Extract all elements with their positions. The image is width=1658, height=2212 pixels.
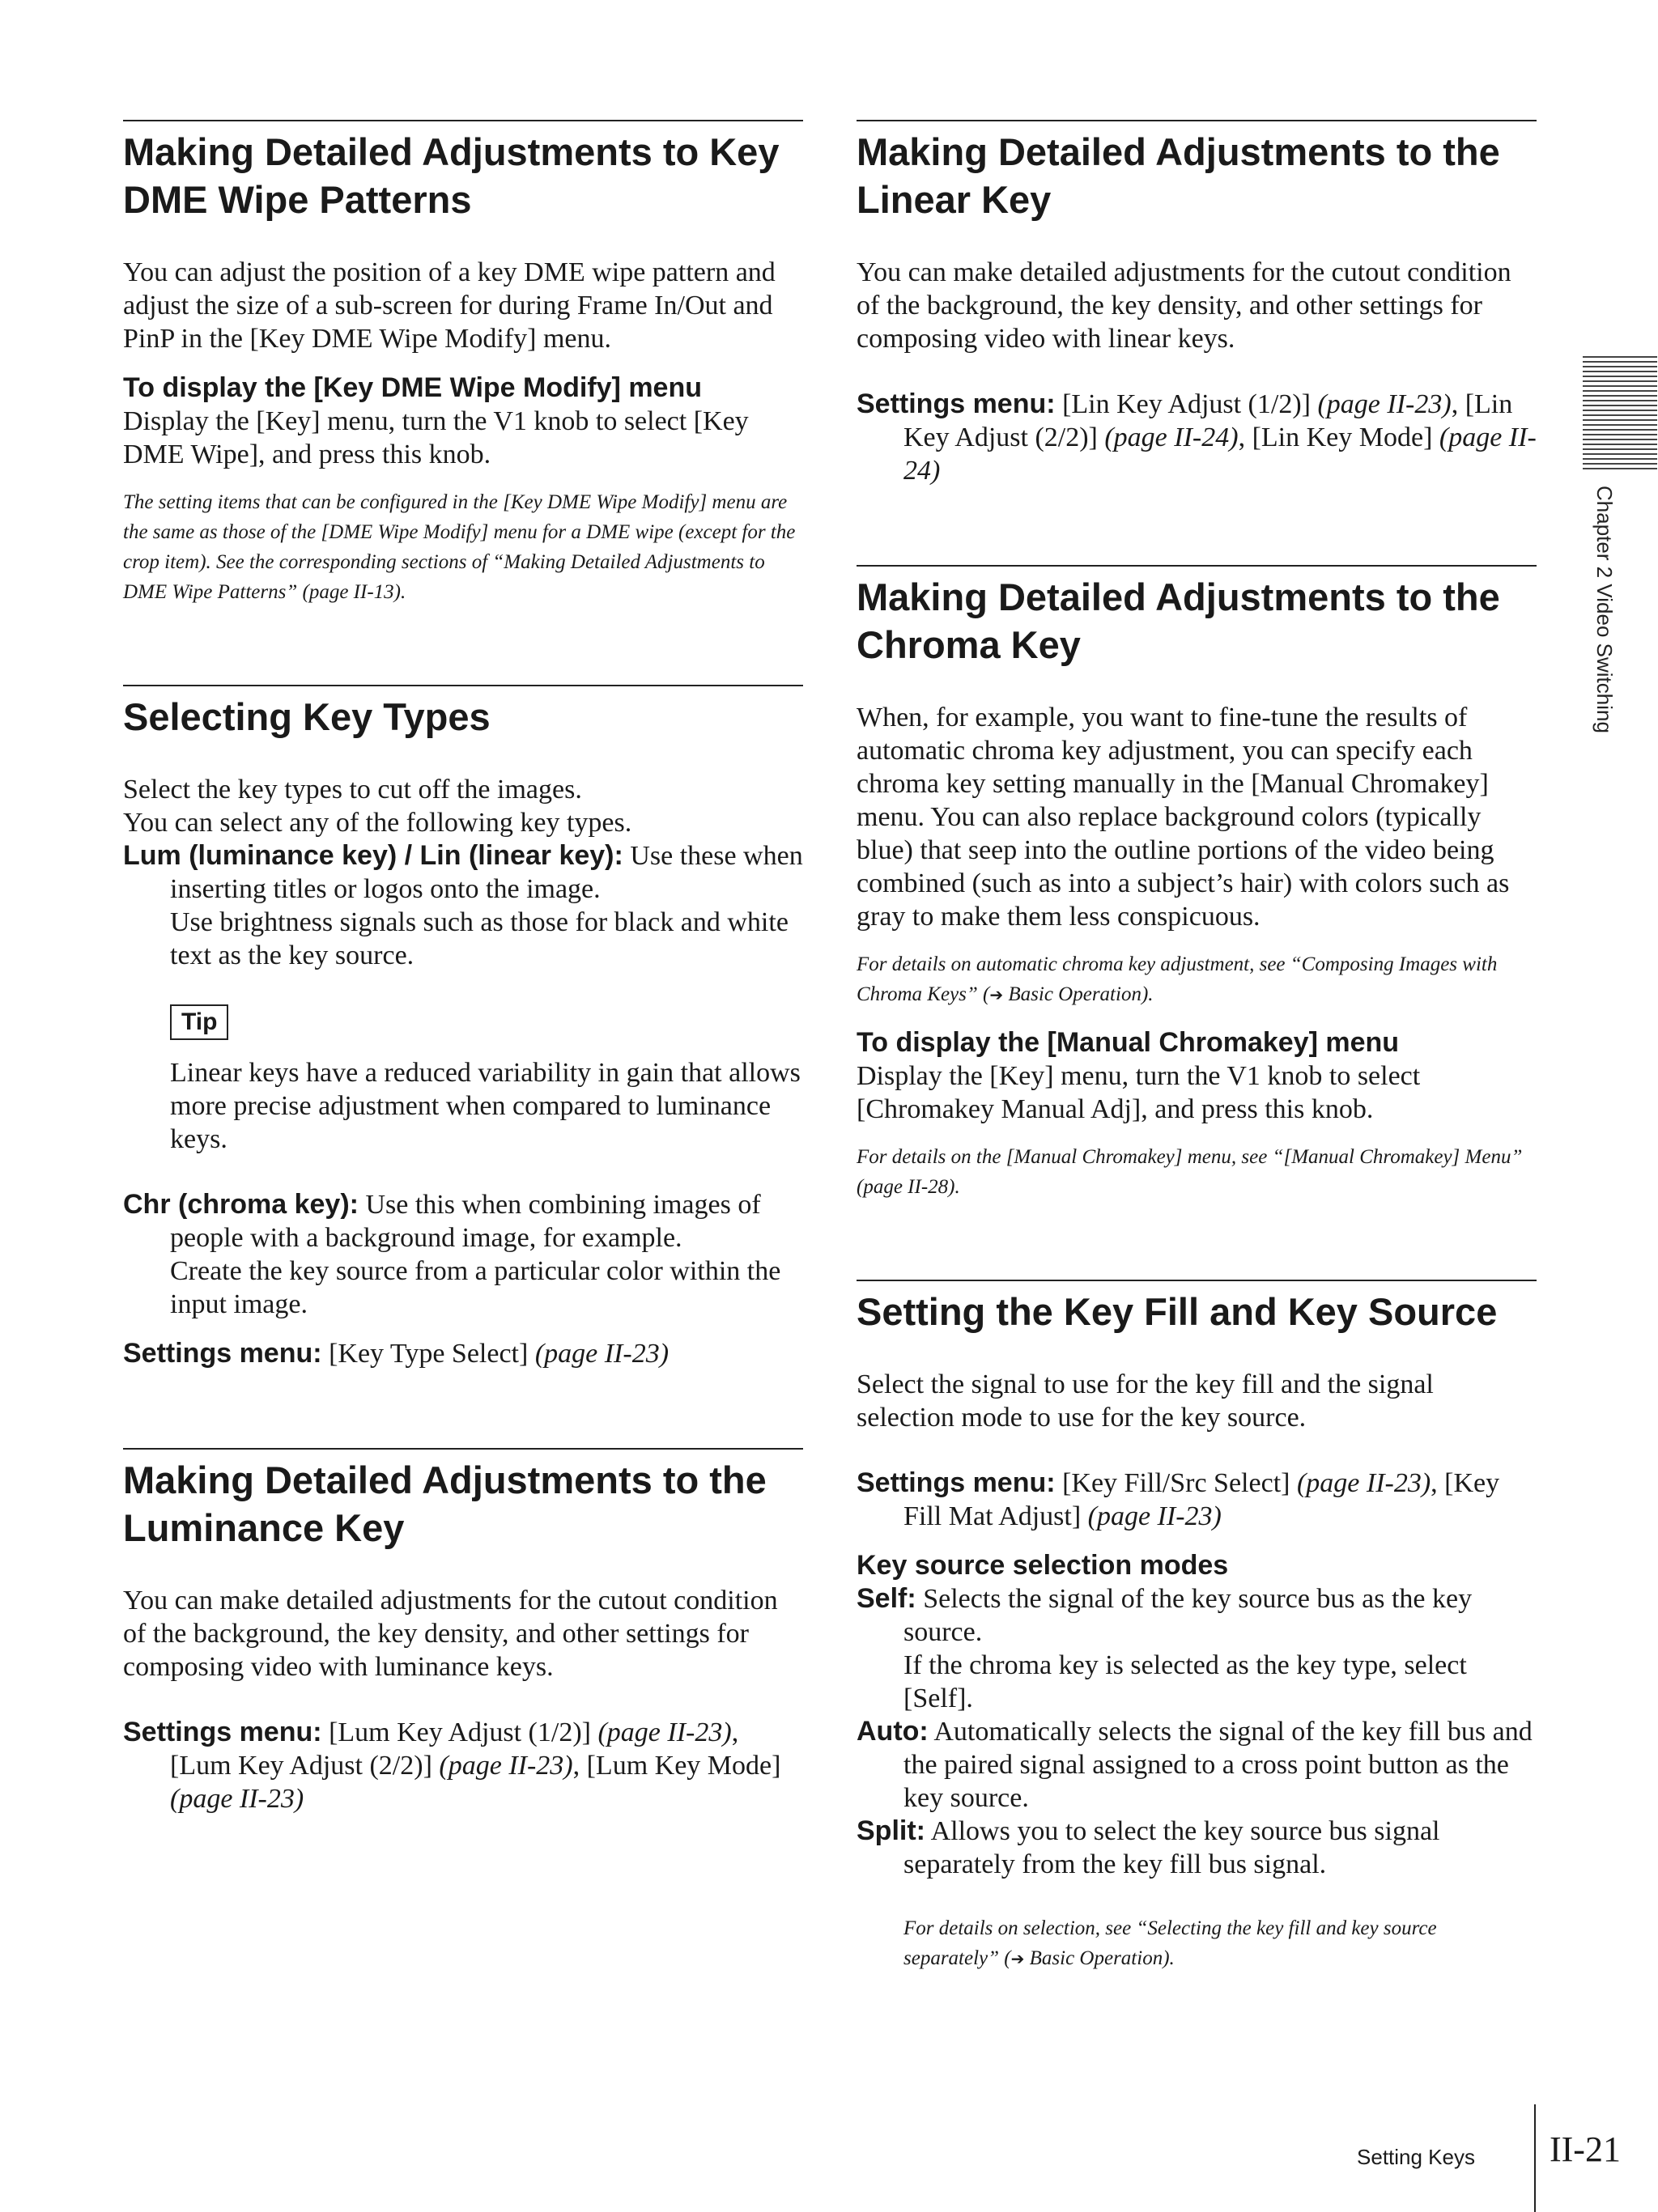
footer-divider <box>1534 2104 1536 2212</box>
note-text-start: For details on selection, see “Selecting the key fill and key source separately” ( <box>903 1917 1437 1969</box>
page-ref: (page II-24) <box>1104 422 1239 452</box>
subheading: To display the [Manual Chromakey] menu <box>857 1027 1400 1058</box>
section-chroma-key <box>857 565 1537 1202</box>
menu-ref: [Lum Key Mode] <box>586 1751 781 1781</box>
settings-menu-line: Settings menu: [Key Fill/Src Select] (page II-23), [Key Fill Mat Adjust] (page II-23) <box>857 1467 1500 1531</box>
settings-menu-line: Settings menu: [Lum Key Adjust (1/2)] (page II-23), [Lum Key Adjust (2/2)] (page II-23), [Lum Key Mode] (page II-23) <box>123 1717 781 1814</box>
section-key-types <box>123 685 803 1370</box>
settings-label: Settings menu: <box>123 1338 322 1369</box>
menu-ref: [Lin Key Adjust (2/2)] <box>903 389 1513 452</box>
tip-text: Linear keys have a reduced variability in gain that allows more precise adjustment when compared to luminance keys. <box>170 1058 801 1154</box>
page-ref: (page II-23) <box>534 1339 670 1369</box>
settings-menu-line <box>123 1337 803 1370</box>
menu-ref: [Lum Key Adjust (2/2)] <box>170 1751 432 1781</box>
left-column <box>123 120 803 1815</box>
definition-desc: Selects the signal of the key source bus as the key source. <box>903 1584 1473 1647</box>
note-text: For details on the [Manual Chromakey] menu, see “[Manual Chromakey] Menu” (page II-28). <box>857 1146 1523 1198</box>
definition-desc: Create the key source from a particular color within the input image. <box>170 1256 781 1319</box>
settings-menu-line: Settings menu: [Lin Key Adjust (1/2)] (page II-23), [Lin Key Adjust (2/2)] (page II-24), [Lin Key Mode] (page II-24) <box>857 388 1537 486</box>
subheading: To display the [Key DME Wipe Modify] menu <box>123 372 702 403</box>
definition-desc: Use these when inserting titles or logos onto the image. <box>170 841 803 904</box>
body-text: You can adjust the position of a key DME wipe pattern and adjust the size of a sub-screen for during Frame In/Out and PinP in the [Key DME Wipe Modify] menu. <box>123 257 776 354</box>
body-text: You can make detailed adjustments for the cutout condition of the background, the key density, and other settings for composing video with luminance keys. <box>123 1586 778 1682</box>
menu-ref: [Lin Key Mode] <box>1252 422 1433 452</box>
body-text: Select the key types to cut off the images. <box>123 775 582 805</box>
definition-item <box>857 1582 1537 1649</box>
menu-ref: [Key Fill/Src Select] <box>1062 1468 1290 1498</box>
definition-term: Split: <box>857 1815 925 1846</box>
settings-label: Settings menu: <box>123 1717 322 1747</box>
note-text <box>857 949 1537 1010</box>
page-ref: (page II-23) <box>170 1784 304 1814</box>
definition-desc: Use brightness signals such as those for black and white text as the key source. <box>170 907 789 970</box>
settings-label: Settings menu: <box>857 1467 1056 1498</box>
definition-term: Lum (luminance key) / Lin (linear key): <box>123 840 623 871</box>
section-key-fill-source <box>857 1280 1537 1974</box>
section-heading: Making Detailed Adjustments to the Chroma Key <box>857 575 1500 666</box>
tip-box <box>123 1004 803 1040</box>
right-arrow-icon: ➔ <box>1010 1949 1025 1968</box>
section-heading: Selecting Key Types <box>123 695 491 738</box>
page-number: II-21 <box>1550 2129 1621 2169</box>
note-text: The setting items that can be configured in the [Key DME Wipe Modify] menu are the same as those of the [DME Wipe Modify] menu for a DME wipe (except for the crop item). See the corresponding sections of “Making Detailed Adjustments to DME Wipe Patterns” (page II-13). <box>123 491 796 603</box>
page-ref: (page II-23) <box>1087 1501 1222 1531</box>
section-key-dme-wipe <box>123 120 803 607</box>
note-text-end: Basic Operation). <box>1024 1947 1175 1969</box>
menu-ref: [Lum Key Adjust (1/2)] <box>329 1717 591 1747</box>
body-text: When, for example, you want to fine-tune the results of automatic chroma key adjustment, you can specify each chroma key setting manually in the [Manual Chromakey] menu. You can also replace background colors (typically blue) that seep into the outline portions of the video being combined (such as into a subject’s hair) with colors such as gray to make them less conspicuous. <box>857 703 1510 932</box>
section-heading: Making Detailed Adjustments to Key DME Wipe Patterns <box>123 130 780 221</box>
body-text: Display the [Key] menu, turn the V1 knob to select [Key DME Wipe], and press this knob. <box>123 406 749 469</box>
page-ref: (page II-23) <box>1317 389 1452 419</box>
tip-label: Tip <box>170 1004 228 1040</box>
definition-term: Chr (chroma key): <box>123 1189 359 1220</box>
definition-desc: If the chroma key is selected as the key type, select [Self]. <box>903 1650 1467 1713</box>
page-ref: (page II-23) <box>1296 1468 1431 1498</box>
chapter-tab-marker <box>1583 356 1657 469</box>
body-text: You can make detailed adjustments for the cutout condition of the background, the key density, and other settings for composing video with linear keys. <box>857 257 1511 354</box>
definition-desc: Use this when combining images of people with a background image, for example. <box>170 1190 761 1253</box>
page-ref: (page II-24) <box>903 422 1537 486</box>
note-text <box>857 1913 1537 1974</box>
right-column <box>857 120 1537 1974</box>
menu-ref: [Lin Key Adjust (1/2)] <box>1062 389 1311 419</box>
body-text: Display the [Key] menu, turn the V1 knob to select [Chromakey Manual Adj], and press this knob. <box>857 1061 1421 1124</box>
definition-item <box>857 1715 1537 1815</box>
settings-label: Settings menu: <box>857 388 1056 419</box>
body-text: Select the signal to use for the key fill and the signal selection mode to use for the key source. <box>857 1369 1434 1433</box>
menu-ref: [Key Fill Mat Adjust] <box>903 1468 1500 1531</box>
section-luminance-key <box>123 1448 803 1815</box>
definition-desc: Automatically selects the signal of the key fill bus and the paired signal assigned to a cross point button as the key source. <box>903 1717 1533 1813</box>
definition-desc: Allows you to select the key source bus signal separately from the key fill bus signal. <box>903 1816 1440 1879</box>
note-text-start: For details on automatic chroma key adjustment, see “Composing Images with Chroma Keys” ( <box>857 953 1498 1005</box>
definition-item <box>123 839 803 906</box>
definition-term: Self: <box>857 1583 916 1614</box>
body-text: You can select any of the following key types. <box>123 808 632 838</box>
definition-term: Auto: <box>857 1716 929 1747</box>
subheading: Key source selection modes <box>857 1550 1229 1581</box>
section-heading: Making Detailed Adjustments to the Luminance Key <box>123 1458 767 1549</box>
page-ref: (page II-23) <box>439 1751 573 1781</box>
section-linear-key <box>857 120 1537 487</box>
note-text-end: Basic Operation). <box>1003 983 1154 1005</box>
page-ref: (page II-23) <box>597 1717 732 1747</box>
definition-item <box>857 1815 1537 1881</box>
definition-item <box>123 1188 803 1255</box>
menu-ref: [Key Type Select] <box>329 1339 529 1369</box>
section-heading: Setting the Key Fill and Key Source <box>857 1290 1498 1333</box>
right-arrow-icon: ➔ <box>989 985 1004 1004</box>
chapter-label: Chapter 2 Video Switching <box>1592 486 1617 733</box>
footer-section-label: Setting Keys <box>1357 2145 1475 2169</box>
section-heading: Making Detailed Adjustments to the Linear Key <box>857 130 1500 221</box>
